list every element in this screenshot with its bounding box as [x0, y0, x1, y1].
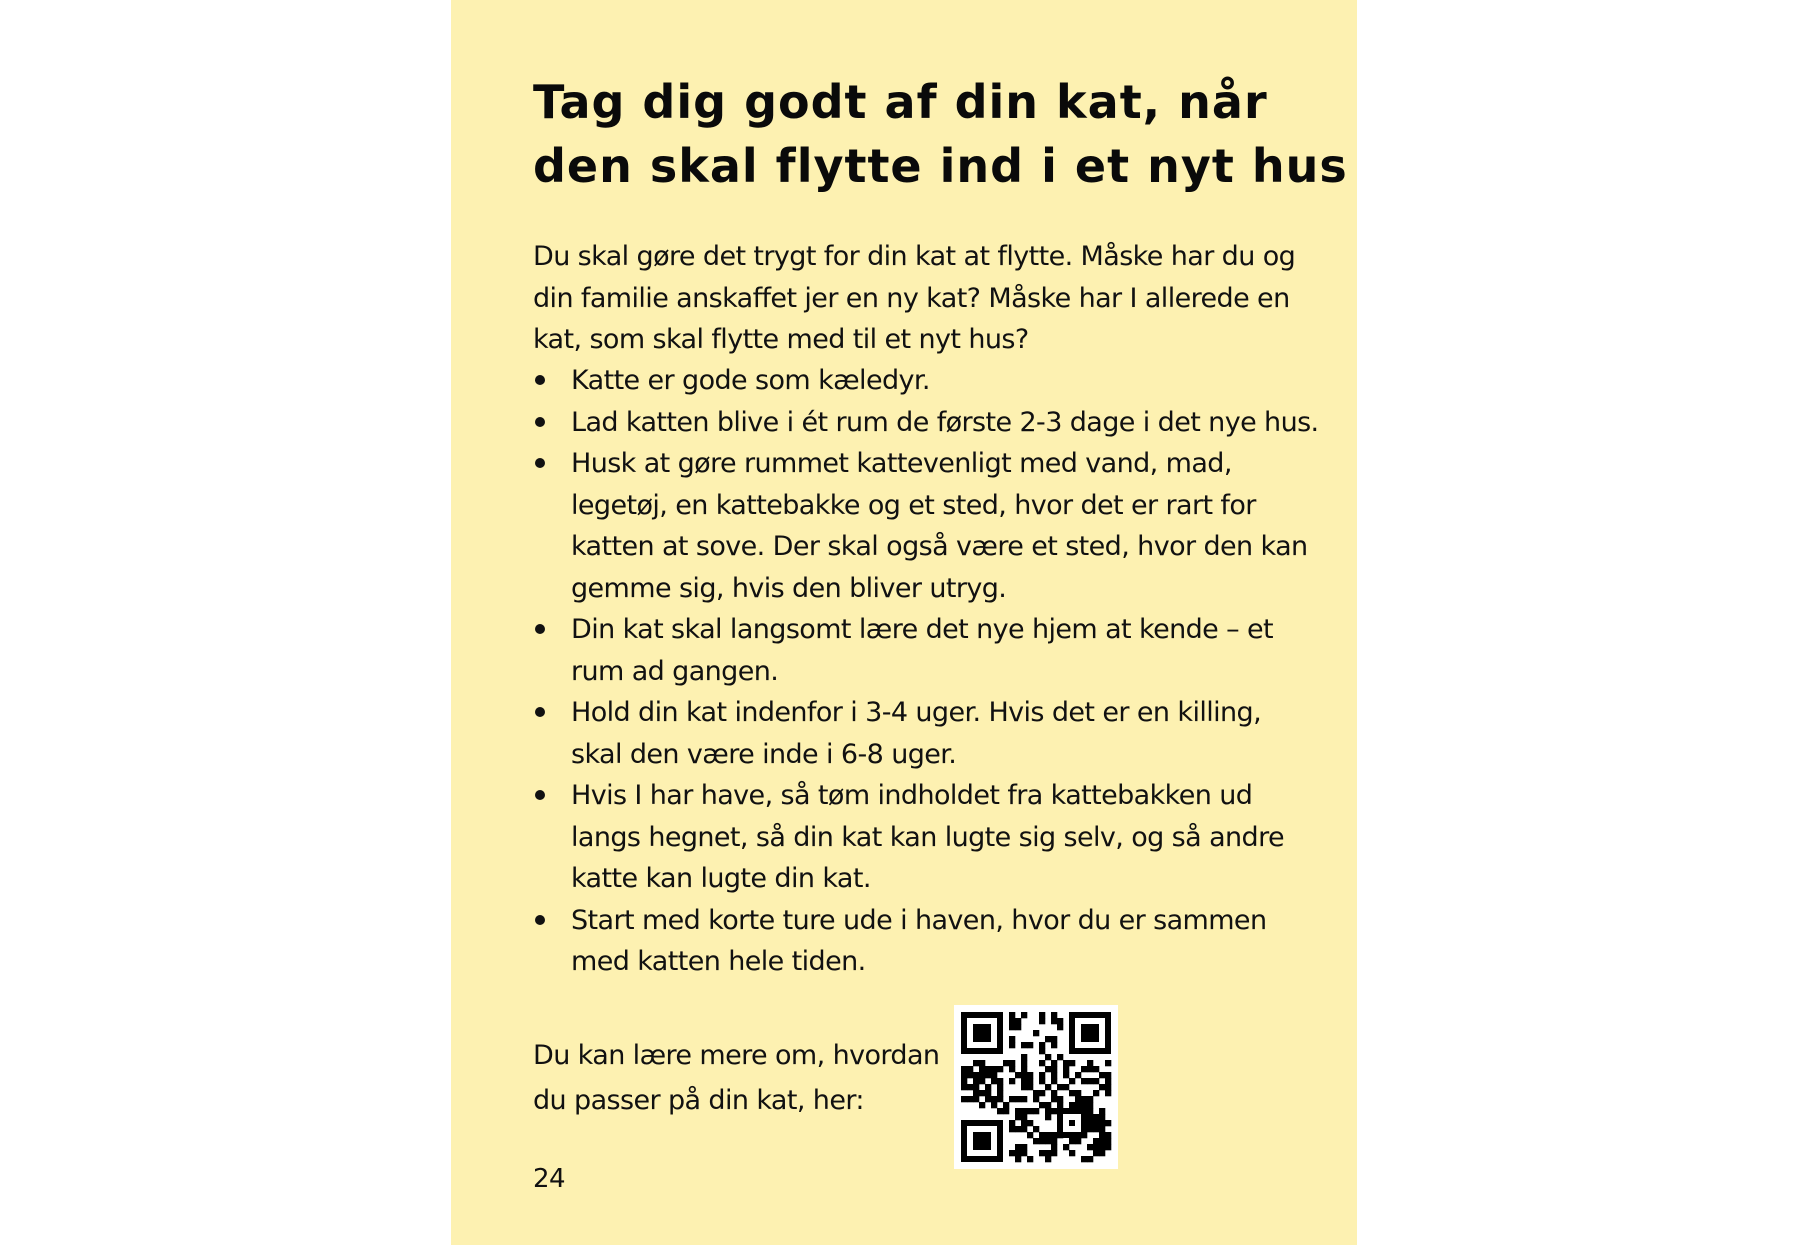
bullet-icon: [535, 915, 545, 925]
qr-code-graphic: [954, 1005, 1118, 1169]
list-item: [533, 692, 1323, 775]
page-title-line: Tag dig godt af din kat, når: [533, 75, 1268, 129]
intro-paragraph: [533, 236, 1323, 361]
list-item: [533, 443, 1323, 609]
intro-line: Du skal gøre det trygt for din kat at flytte. Måske har du og: [533, 241, 1296, 272]
page-number: 24: [533, 1164, 566, 1194]
list-item-line: Hold din kat indenfor i 3-4 uger. Hvis det er en killing,: [571, 697, 1262, 728]
book-page: [451, 0, 1357, 1245]
learn-more-line: Du kan lære mere om, hvordan: [533, 1040, 940, 1071]
learn-more-line: du passer på din kat, her:: [533, 1085, 864, 1116]
learn-more-text: [533, 1033, 953, 1123]
list-item-line: katten at sove. Der skal også være et sted, hvor den kan: [571, 531, 1308, 562]
intro-line: din familie anskaffet jer en ny kat? Måske har I allerede en: [533, 282, 1290, 314]
bullet-icon: [535, 790, 545, 800]
bullet-icon: [535, 624, 545, 634]
list-item: [533, 360, 1323, 402]
list-item: [533, 609, 1323, 692]
list-item-line: Hvis I har have, så tøm indholdet fra kattebakken ud: [571, 780, 1253, 811]
tips-list: [533, 360, 1323, 983]
page-title-line: den skal flytte ind i et nyt hus: [533, 139, 1348, 193]
list-item-line: Husk at gøre rummet kattevenligt med vand, mad,: [571, 448, 1232, 479]
list-item: [533, 900, 1323, 983]
list-item-line: rum ad gangen.: [571, 655, 779, 687]
qr-code-icon[interactable]: [954, 1005, 1118, 1169]
page-title: [533, 70, 1348, 198]
bullet-icon: [535, 417, 545, 427]
list-item-line: langs hegnet, så din kat kan lugte sig selv, og så andre: [571, 821, 1284, 853]
bullet-icon: [535, 707, 545, 717]
list-item-line: Start med korte ture ude i haven, hvor du er sammen: [571, 904, 1267, 936]
list-item-line: Katte er gode som kæledyr.: [571, 365, 930, 396]
list-item-line: legetøj, en kattebakke og et sted, hvor det er rart for: [571, 489, 1256, 521]
list-item: [533, 402, 1323, 444]
list-item-line: Lad katten blive i ét rum de første 2-3 dage i det nye hus.: [571, 406, 1319, 438]
list-item-line: gemme sig, hvis den bliver utryg.: [571, 572, 1007, 604]
intro-line: kat, som skal flytte med til et nyt hus?: [533, 324, 1029, 355]
bullet-icon: [535, 375, 545, 385]
list-item-line: skal den være inde i 6-8 uger.: [571, 738, 957, 770]
list-item-line: med katten hele tiden.: [571, 946, 866, 977]
list-item: [533, 775, 1323, 900]
list-item-line: katte kan lugte din kat.: [571, 863, 871, 894]
list-item-line: Din kat skal langsomt lære det nye hjem at kende – et: [571, 614, 1274, 645]
bullet-icon: [535, 458, 545, 468]
